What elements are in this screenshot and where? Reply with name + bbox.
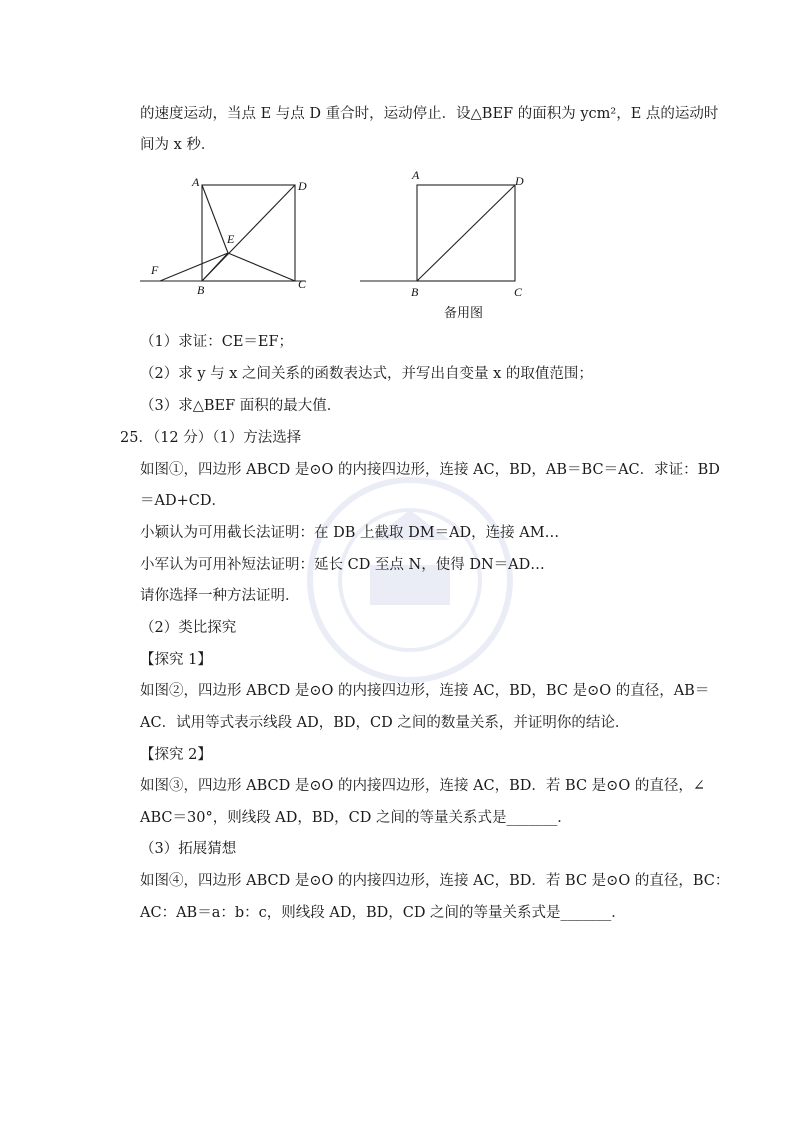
q25-section-3-line-2: AC：AB＝a：b：c，则线段 AD，BD，CD 之间的等量关系式是_______．: [140, 905, 626, 921]
fig2-caption: 备用图: [444, 306, 484, 321]
q25-explore-2-title: 【探究 2】: [140, 747, 212, 763]
q25-section-2: （2）类比探究: [140, 620, 237, 636]
q25-section-3-line-1: 如图④，四边形 ABCD 是⊙O 的内接四边形，连接 AC，BD．若 BC 是⊙O 的直径，BC：: [140, 873, 730, 889]
fig1-label-e: E: [227, 232, 235, 246]
q25-explore-2-line-1: 如图③，四边形 ABCD 是⊙O 的内接四边形，连接 AC，BD．若 BC 是⊙O 的直径，∠: [140, 778, 705, 794]
fig1-label-b: B: [197, 283, 205, 297]
intro-line-1: 的速度运动，当点 E 与点 D 重合时，运动停止．设△BEF 的面积为 ycm²，E 点的运动时: [140, 106, 719, 122]
q25-explore-2-line-2: ABC＝30°，则线段 AD，BD，CD 之间的等量关系式是_______．: [140, 810, 572, 826]
fig1-label-c: C: [298, 277, 307, 291]
q24-part-3: （3）求△BEF 面积的最大值．: [140, 398, 342, 414]
figure-2-diagram: [355, 165, 540, 325]
q25-explore-1-line-1: 如图②，四边形 ABCD 是⊙O 的内接四边形，连接 AC，BD，BC 是⊙O 的直径，AB＝: [140, 683, 710, 699]
fig1-label-a: A: [192, 175, 200, 189]
q25-header: 25．（12 分）（1）方法选择: [120, 430, 302, 446]
q25-explore-1-title: 【探究 1】: [140, 652, 212, 668]
fig2-label-a: A: [412, 168, 420, 182]
fig2-label-b: B: [411, 285, 419, 299]
q25-line-2: ＝AD+CD．: [140, 493, 226, 509]
fig2-label-d: D: [515, 174, 524, 188]
q25-line-1: 如图①，四边形 ABCD 是⊙O 的内接四边形，连接 AC，BD，AB＝BC＝AC．求证：BD: [140, 462, 720, 478]
q25-line-4: 小军认为可用补短法证明：延长 CD 至点 N，使得 DN＝AD…: [140, 557, 545, 573]
fig2-label-c: C: [514, 285, 523, 299]
q24-part-1: （1）求证：CE＝EF；: [140, 334, 294, 350]
q25-section-3: （3）拓展猜想: [140, 841, 237, 857]
intro-line-2: 间为 x 秒．: [140, 137, 216, 153]
q24-part-2: （2）求 y 与 x 之间关系的函数表达式，并写出自变量 x 的取值范围；: [140, 366, 593, 382]
q25-line-3: 小颖认为可用截长法证明：在 DB 上截取 DM＝AD，连接 AM…: [140, 525, 560, 541]
fig1-label-f: F: [151, 263, 159, 277]
fig1-label-d: D: [298, 179, 307, 193]
q25-line-5: 请你选择一种方法证明．: [140, 588, 300, 604]
watermark-seal: [300, 470, 520, 690]
q25-explore-1-line-2: AC．试用等式表示线段 AD，BD，CD 之间的数量关系，并证明你的结论．: [140, 715, 630, 731]
figure-1-diagram: [135, 170, 325, 300]
